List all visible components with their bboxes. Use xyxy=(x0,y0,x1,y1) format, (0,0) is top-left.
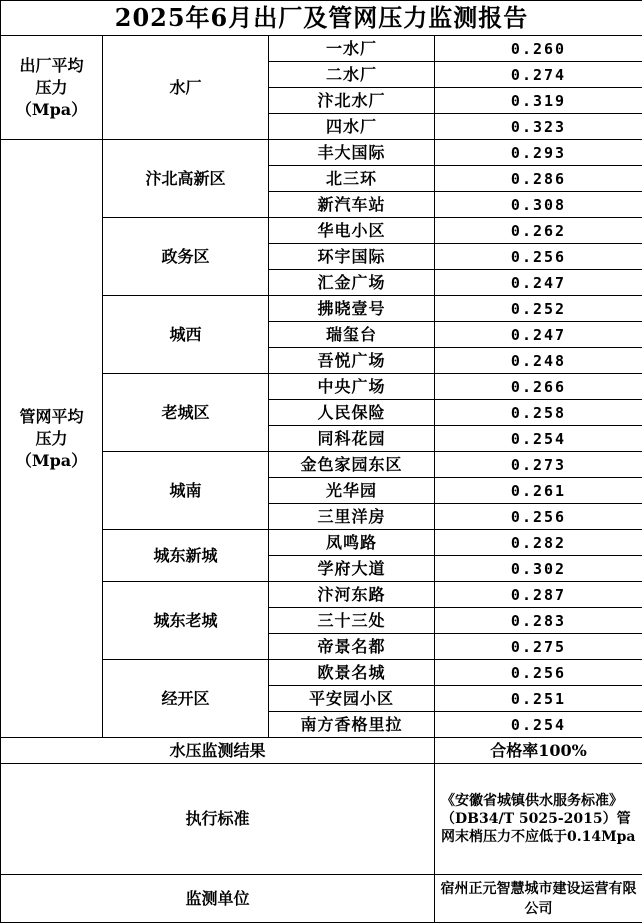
pressure-value-cell: 0.266 xyxy=(435,374,642,400)
pressure-value-cell: 0.256 xyxy=(435,504,642,530)
pressure-value-cell: 0.260 xyxy=(435,36,642,62)
network-category-unit: （Mpa） xyxy=(16,451,87,470)
site-name-cell: 新汽车站 xyxy=(269,192,435,218)
pressure-value-cell: 0.256 xyxy=(435,660,642,686)
factory-category-cell xyxy=(1,36,103,140)
result-label: 水压监测结果 xyxy=(1,738,435,764)
network-category-line1: 管网平均 xyxy=(19,407,83,426)
pressure-value-cell: 0.258 xyxy=(435,400,642,426)
factory-category-line2: 压力 xyxy=(35,78,67,97)
site-name-cell: 拂晓壹号 xyxy=(269,296,435,322)
zone-cell: 城南 xyxy=(103,452,269,530)
pressure-value-cell: 0.252 xyxy=(435,296,642,322)
zone-cell: 汴北高新区 xyxy=(103,140,269,218)
site-name-cell: 南方香格里拉 xyxy=(269,712,435,738)
report-title: 2025年6月出厂及管网压力监测报告 xyxy=(1,1,642,36)
site-name-cell: 帝景名都 xyxy=(269,634,435,660)
site-name-cell: 汴北水厂 xyxy=(269,88,435,114)
pressure-value-cell: 0.293 xyxy=(435,140,642,166)
pressure-value-cell: 0.247 xyxy=(435,322,642,348)
site-name-cell: 北三环 xyxy=(269,166,435,192)
pressure-value-cell: 0.323 xyxy=(435,114,642,140)
pressure-value-cell: 0.262 xyxy=(435,218,642,244)
zone-cell: 政务区 xyxy=(103,218,269,296)
unit-value: 宿州正元智慧城市建设运营有限公司 xyxy=(435,875,642,923)
site-name-cell: 同科花园 xyxy=(269,426,435,452)
pressure-value-cell: 0.302 xyxy=(435,556,642,582)
site-name-cell: 环宇国际 xyxy=(269,244,435,270)
pressure-value-cell: 0.274 xyxy=(435,62,642,88)
pressure-value-cell: 0.256 xyxy=(435,244,642,270)
result-row xyxy=(1,738,642,764)
pressure-value-cell: 0.273 xyxy=(435,452,642,478)
standard-label: 执行标准 xyxy=(1,764,435,875)
site-name-cell: 三里洋房 xyxy=(269,504,435,530)
factory-category-line1: 出厂平均 xyxy=(19,56,83,75)
site-name-cell: 中央广场 xyxy=(269,374,435,400)
zone-cell: 城西 xyxy=(103,296,269,374)
pressure-value-cell: 0.286 xyxy=(435,166,642,192)
site-name-cell: 汴河东路 xyxy=(269,582,435,608)
zone-cell: 老城区 xyxy=(103,374,269,452)
pressure-value-cell: 0.282 xyxy=(435,530,642,556)
site-name-cell: 三十三处 xyxy=(269,608,435,634)
pressure-value-cell: 0.283 xyxy=(435,608,642,634)
pressure-value-cell: 0.275 xyxy=(435,634,642,660)
site-name-cell: 光华园 xyxy=(269,478,435,504)
network-category-cell xyxy=(1,140,103,738)
site-name-cell: 二水厂 xyxy=(269,62,435,88)
pressure-value-cell: 0.261 xyxy=(435,478,642,504)
site-name-cell: 丰大国际 xyxy=(269,140,435,166)
site-name-cell: 平安园小区 xyxy=(269,686,435,712)
unit-row xyxy=(1,875,642,923)
site-name-cell: 四水厂 xyxy=(269,114,435,140)
site-name-cell: 华电小区 xyxy=(269,218,435,244)
site-name-cell: 汇金广场 xyxy=(269,270,435,296)
zone-cell: 城东老城 xyxy=(103,582,269,660)
pressure-value-cell: 0.254 xyxy=(435,712,642,738)
site-name-cell: 凤鸣路 xyxy=(269,530,435,556)
pressure-value-cell: 0.308 xyxy=(435,192,642,218)
site-name-cell: 金色家园东区 xyxy=(269,452,435,478)
zone-cell: 经开区 xyxy=(103,660,269,738)
pressure-value-cell: 0.247 xyxy=(435,270,642,296)
unit-label: 监测单位 xyxy=(1,875,435,923)
pressure-value-cell: 0.319 xyxy=(435,88,642,114)
pressure-value-cell: 0.248 xyxy=(435,348,642,374)
standard-row xyxy=(1,764,642,875)
standard-value: 《安徽省城镇供水服务标准》（DB34/T 5025-2015）管网末梢压力不应低于0.14Mpa xyxy=(435,764,642,875)
site-name-cell: 学府大道 xyxy=(269,556,435,582)
network-category-line2: 压力 xyxy=(35,429,67,448)
report-body xyxy=(1,36,642,923)
site-name-cell: 人民保险 xyxy=(269,400,435,426)
pressure-value-cell: 0.251 xyxy=(435,686,642,712)
result-value: 合格率100% xyxy=(435,738,642,764)
table-row xyxy=(1,140,642,166)
zone-cell: 城东新城 xyxy=(103,530,269,582)
pressure-value-cell: 0.287 xyxy=(435,582,642,608)
site-name-cell: 一水厂 xyxy=(269,36,435,62)
pressure-value-cell: 0.254 xyxy=(435,426,642,452)
site-name-cell: 瑞玺台 xyxy=(269,322,435,348)
site-name-cell: 欧景名城 xyxy=(269,660,435,686)
zone-cell: 水厂 xyxy=(103,36,269,140)
site-name-cell: 吾悦广场 xyxy=(269,348,435,374)
table-row xyxy=(1,36,642,62)
factory-category-unit: （Mpa） xyxy=(16,100,87,119)
